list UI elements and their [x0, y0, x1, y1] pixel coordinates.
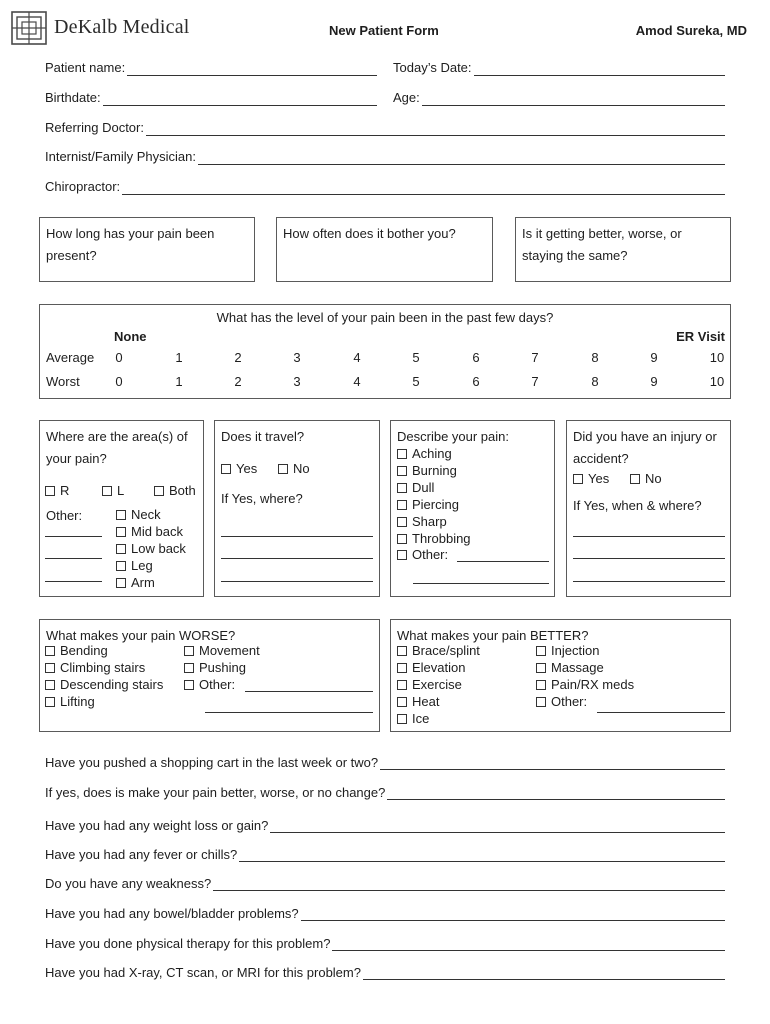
todays-date-row — [393, 58, 725, 76]
todays-date-label: Today’s Date: — [393, 60, 472, 75]
question-row — [45, 844, 725, 862]
pain-scale-none-label: None — [114, 329, 147, 344]
side-right-option[interactable] — [45, 483, 69, 499]
checkbox-icon[interactable] — [45, 646, 55, 656]
checkbox-icon[interactable] — [184, 646, 194, 656]
worst-scale-value[interactable]: 5 — [412, 374, 420, 389]
doctor-name: Amod Sureka, MD — [635, 23, 747, 38]
pain-area-box — [39, 420, 204, 597]
travel-no-option[interactable] — [278, 461, 310, 477]
better-other-line[interactable] — [597, 712, 725, 713]
checkbox-icon[interactable] — [397, 697, 407, 707]
better-injection-option[interactable] — [536, 643, 599, 659]
checkbox-icon[interactable] — [102, 486, 112, 496]
question-row — [45, 962, 725, 980]
side-both-option[interactable] — [154, 483, 196, 499]
injury-no-option[interactable] — [630, 471, 662, 487]
checkbox-icon[interactable] — [397, 646, 407, 656]
pain-scale-box — [39, 304, 731, 399]
travel-where-line-2[interactable] — [221, 558, 373, 559]
average-scale-value[interactable]: 2 — [234, 350, 242, 365]
question-label: Do you have any weakness? — [45, 876, 212, 891]
trend-question: Is it getting better, worse, or staying the same? — [522, 226, 682, 263]
better-heat-option[interactable] — [397, 694, 439, 710]
part-arm-label: Arm — [131, 575, 155, 590]
worse-pushing-label: Pushing — [199, 660, 246, 675]
how-long-box[interactable] — [39, 217, 255, 282]
travel-no-label: No — [293, 461, 310, 476]
pain-scale-title: What has the level of your pain been in the past few days? — [216, 310, 554, 325]
pain-area-question: Where are the area(s) of your pain? — [46, 429, 188, 466]
checkbox-icon[interactable] — [116, 578, 126, 588]
area-other-line-1[interactable] — [45, 536, 102, 537]
side-left-option[interactable] — [102, 483, 124, 499]
better-ice-label: Ice — [412, 711, 430, 726]
worst-scale-value[interactable]: 10 — [709, 374, 725, 389]
how-often-box[interactable] — [276, 217, 493, 282]
worse-box — [39, 619, 380, 732]
worst-scale-value[interactable]: 3 — [293, 374, 301, 389]
checkbox-icon[interactable] — [45, 680, 55, 690]
worst-scale-value[interactable]: 8 — [591, 374, 599, 389]
question-label: If yes, does is make your pain better, worse, or no change? — [45, 785, 386, 800]
average-scale-value[interactable]: 5 — [412, 350, 420, 365]
checkbox-icon[interactable] — [116, 544, 126, 554]
worse-lifting-option[interactable] — [45, 694, 95, 710]
referring-doctor-row — [45, 118, 725, 136]
checkbox-icon[interactable] — [397, 714, 407, 724]
worse-lifting-label: Lifting — [60, 694, 95, 709]
travel-where-label: If Yes, where? — [221, 491, 303, 506]
internist-row — [45, 147, 725, 165]
answer-line[interactable] — [239, 848, 725, 862]
chiropractor-input[interactable] — [122, 181, 725, 195]
patient-name-input[interactable] — [127, 62, 377, 76]
better-heat-label: Heat — [412, 694, 440, 709]
birthdate-row — [45, 88, 377, 106]
checkbox-icon[interactable] — [536, 646, 546, 656]
form-title: New Patient Form — [329, 23, 439, 38]
question-row — [45, 903, 725, 921]
injury-yes-option[interactable] — [573, 471, 609, 487]
question-label: Have you had any fever or chills? — [45, 847, 238, 862]
better-elevation-label: Elevation — [412, 660, 466, 675]
better-elevation-option[interactable] — [397, 660, 465, 676]
travel-where-line-1[interactable] — [221, 536, 373, 537]
answer-line[interactable] — [387, 786, 725, 800]
question-row — [45, 782, 725, 800]
travel-where-line-3[interactable] — [221, 581, 373, 582]
answer-line[interactable] — [270, 819, 725, 833]
average-scale-value[interactable]: 6 — [472, 350, 480, 365]
pain-scale-er-label: ER Visit — [676, 329, 725, 344]
part-lowback-option[interactable] — [116, 541, 186, 557]
checkbox-icon[interactable] — [45, 663, 55, 673]
patient-name-row — [45, 58, 377, 76]
checkbox-icon[interactable] — [536, 663, 546, 673]
better-title: What makes your pain BETTER? — [397, 628, 589, 643]
injury-box — [566, 420, 731, 597]
area-other-label: Other: — [46, 508, 83, 523]
referring-doctor-input[interactable] — [146, 122, 725, 136]
checkbox-icon[interactable] — [278, 464, 288, 474]
worse-climbing-label: Climbing stairs — [60, 660, 146, 675]
worse-bending-label: Bending — [60, 643, 108, 658]
chiropractor-row — [45, 177, 725, 195]
question-row — [45, 815, 725, 833]
better-brace-label: Brace/splint — [412, 643, 480, 658]
checkbox-icon[interactable] — [573, 474, 583, 484]
better-meds-option[interactable] — [536, 677, 634, 693]
describe-burning-option[interactable] — [397, 463, 457, 479]
todays-date-input[interactable] — [474, 62, 725, 76]
side-both-label: Both — [169, 483, 196, 498]
worse-descending-label: Descending stairs — [60, 677, 164, 692]
checkbox-icon[interactable] — [116, 561, 126, 571]
part-leg-option[interactable] — [116, 558, 153, 574]
part-arm-option[interactable] — [116, 575, 155, 591]
question-row — [45, 933, 725, 951]
injury-question: Did you have an injury or accident? — [573, 429, 717, 466]
patient-name-label: Patient name: — [45, 60, 126, 75]
worse-movement-label: Movement — [199, 643, 260, 658]
better-ice-option[interactable] — [397, 711, 429, 727]
better-box — [390, 619, 731, 732]
part-midback-label: Mid back — [131, 524, 184, 539]
checkbox-icon[interactable] — [184, 663, 194, 673]
checkbox-icon[interactable] — [536, 680, 546, 690]
worse-title: What makes your pain WORSE? — [46, 628, 236, 643]
age-row — [393, 88, 725, 106]
area-other-line-2[interactable] — [45, 558, 102, 559]
worst-scale-value[interactable]: 6 — [472, 374, 480, 389]
question-row — [45, 752, 725, 770]
checkbox-icon[interactable] — [116, 527, 126, 537]
travel-question: Does it travel? — [221, 429, 305, 444]
describe-other-option[interactable] — [397, 547, 448, 563]
question-label: Have you pushed a shopping cart in the last week or two? — [45, 755, 379, 770]
describe-burning-label: Burning — [412, 463, 457, 478]
worst-scale-value[interactable]: 0 — [115, 374, 123, 389]
checkbox-icon[interactable] — [154, 486, 164, 496]
trend-box[interactable] — [515, 217, 731, 282]
side-left-label: L — [117, 483, 125, 498]
worse-other-label: Other: — [199, 677, 236, 692]
worst-scale-value[interactable]: 9 — [650, 374, 658, 389]
checkbox-icon[interactable] — [397, 550, 407, 560]
describe-throbbing-option[interactable] — [397, 531, 471, 547]
worse-other-option[interactable] — [184, 677, 235, 693]
checkbox-icon[interactable] — [397, 517, 407, 527]
worse-descending-option[interactable] — [45, 677, 163, 693]
better-other-option[interactable] — [536, 694, 587, 710]
chiropractor-label: Chiropractor: — [45, 179, 121, 194]
logo-text: DeKalb Medical — [54, 16, 190, 38]
injury-line-2[interactable] — [573, 558, 725, 559]
checkbox-icon[interactable] — [397, 680, 407, 690]
describe-sharp-option[interactable] — [397, 514, 447, 530]
checkbox-icon[interactable] — [397, 663, 407, 673]
internist-label: Internist/Family Physician: — [45, 149, 196, 164]
question-row — [45, 873, 725, 891]
checkbox-icon[interactable] — [397, 483, 407, 493]
injury-no-label: No — [645, 471, 662, 486]
worst-scale-value[interactable]: 7 — [531, 374, 539, 389]
checkbox-icon[interactable] — [397, 534, 407, 544]
better-exercise-option[interactable] — [397, 677, 462, 693]
age-label: Age: — [393, 90, 420, 105]
average-scale-value[interactable]: 8 — [591, 350, 599, 365]
checkbox-icon[interactable] — [536, 697, 546, 707]
part-neck-option[interactable] — [116, 507, 161, 523]
better-massage-label: Massage — [551, 660, 604, 675]
part-midback-option[interactable] — [116, 524, 183, 540]
describe-sharp-label: Sharp — [412, 514, 447, 529]
part-lowback-label: Low back — [131, 541, 186, 556]
better-other-label: Other: — [551, 694, 588, 709]
injury-line-3[interactable] — [573, 581, 725, 582]
how-often-question: How often does it bother you? — [283, 226, 456, 241]
better-injection-label: Injection — [551, 643, 600, 658]
checkbox-icon[interactable] — [45, 486, 55, 496]
injury-when-label: If Yes, when & where? — [573, 498, 702, 513]
referring-doctor-label: Referring Doctor: — [45, 120, 144, 135]
checkbox-icon[interactable] — [45, 697, 55, 707]
average-scale-value[interactable]: 0 — [115, 350, 123, 365]
average-scale-value[interactable]: 10 — [709, 350, 725, 365]
describe-piercing-label: Piercing — [412, 497, 459, 512]
internist-input[interactable] — [198, 151, 725, 165]
better-exercise-label: Exercise — [412, 677, 462, 692]
worse-pushing-option[interactable] — [184, 660, 246, 676]
checkbox-icon[interactable] — [397, 466, 407, 476]
describe-question: Describe your pain: — [397, 429, 509, 444]
answer-line[interactable] — [332, 937, 725, 951]
describe-dull-label: Dull — [412, 480, 435, 495]
describe-dull-option[interactable] — [397, 480, 434, 496]
describe-aching-label: Aching — [412, 446, 452, 461]
area-other-line-3[interactable] — [45, 581, 102, 582]
describe-aching-option[interactable] — [397, 446, 452, 462]
worst-scale-value[interactable]: 1 — [175, 374, 183, 389]
describe-box — [390, 420, 555, 597]
describe-other-line-2[interactable] — [413, 583, 549, 584]
injury-yes-label: Yes — [588, 471, 610, 486]
injury-line-1[interactable] — [573, 536, 725, 537]
age-input[interactable] — [422, 92, 725, 106]
checkbox-icon[interactable] — [397, 500, 407, 510]
average-row-label: Average — [46, 350, 95, 365]
better-meds-label: Pain/RX meds — [551, 677, 635, 692]
average-scale-value[interactable]: 1 — [175, 350, 183, 365]
worst-scale-value[interactable]: 2 — [234, 374, 242, 389]
checkbox-icon[interactable] — [630, 474, 640, 484]
answer-line[interactable] — [301, 907, 725, 921]
checkbox-icon[interactable] — [221, 464, 231, 474]
travel-box — [214, 420, 380, 597]
worse-bending-option[interactable] — [45, 643, 108, 659]
average-scale-value[interactable]: 7 — [531, 350, 539, 365]
question-label: Have you done physical therapy for this problem? — [45, 936, 331, 951]
describe-piercing-option[interactable] — [397, 497, 459, 513]
worse-other-line-2[interactable] — [205, 712, 373, 713]
dekalb-logo-icon — [11, 11, 47, 45]
how-long-question: How long has your pain been present? — [46, 226, 215, 263]
birthdate-input[interactable] — [103, 92, 377, 106]
part-leg-label: Leg — [131, 558, 153, 573]
question-label: Have you had X-ray, CT scan, or MRI for this problem? — [45, 965, 361, 980]
travel-yes-label: Yes — [236, 461, 258, 476]
worst-scale-value[interactable]: 4 — [353, 374, 361, 389]
describe-other-label: Other: — [412, 547, 449, 562]
worse-other-line-1[interactable] — [245, 691, 373, 692]
worse-movement-option[interactable] — [184, 643, 260, 659]
answer-line[interactable] — [213, 877, 725, 891]
average-scale-value[interactable]: 3 — [293, 350, 301, 365]
worst-row-label: Worst — [46, 374, 80, 389]
worse-climbing-option[interactable] — [45, 660, 145, 676]
average-scale-value[interactable]: 9 — [650, 350, 658, 365]
describe-other-line-1[interactable] — [457, 561, 549, 562]
birthdate-label: Birthdate: — [45, 90, 101, 105]
describe-throbbing-label: Throbbing — [412, 531, 471, 546]
checkbox-icon[interactable] — [397, 449, 407, 459]
answer-line[interactable] — [363, 966, 725, 980]
better-massage-option[interactable] — [536, 660, 604, 676]
side-right-label: R — [60, 483, 70, 498]
travel-yes-option[interactable] — [221, 461, 257, 477]
answer-line[interactable] — [380, 756, 725, 770]
question-label: Have you had any weight loss or gain? — [45, 818, 269, 833]
question-label: Have you had any bowel/bladder problems? — [45, 906, 299, 921]
checkbox-icon[interactable] — [184, 680, 194, 690]
better-brace-option[interactable] — [397, 643, 480, 659]
checkbox-icon[interactable] — [116, 510, 126, 520]
part-neck-label: Neck — [131, 507, 161, 522]
average-scale-value[interactable]: 4 — [353, 350, 361, 365]
